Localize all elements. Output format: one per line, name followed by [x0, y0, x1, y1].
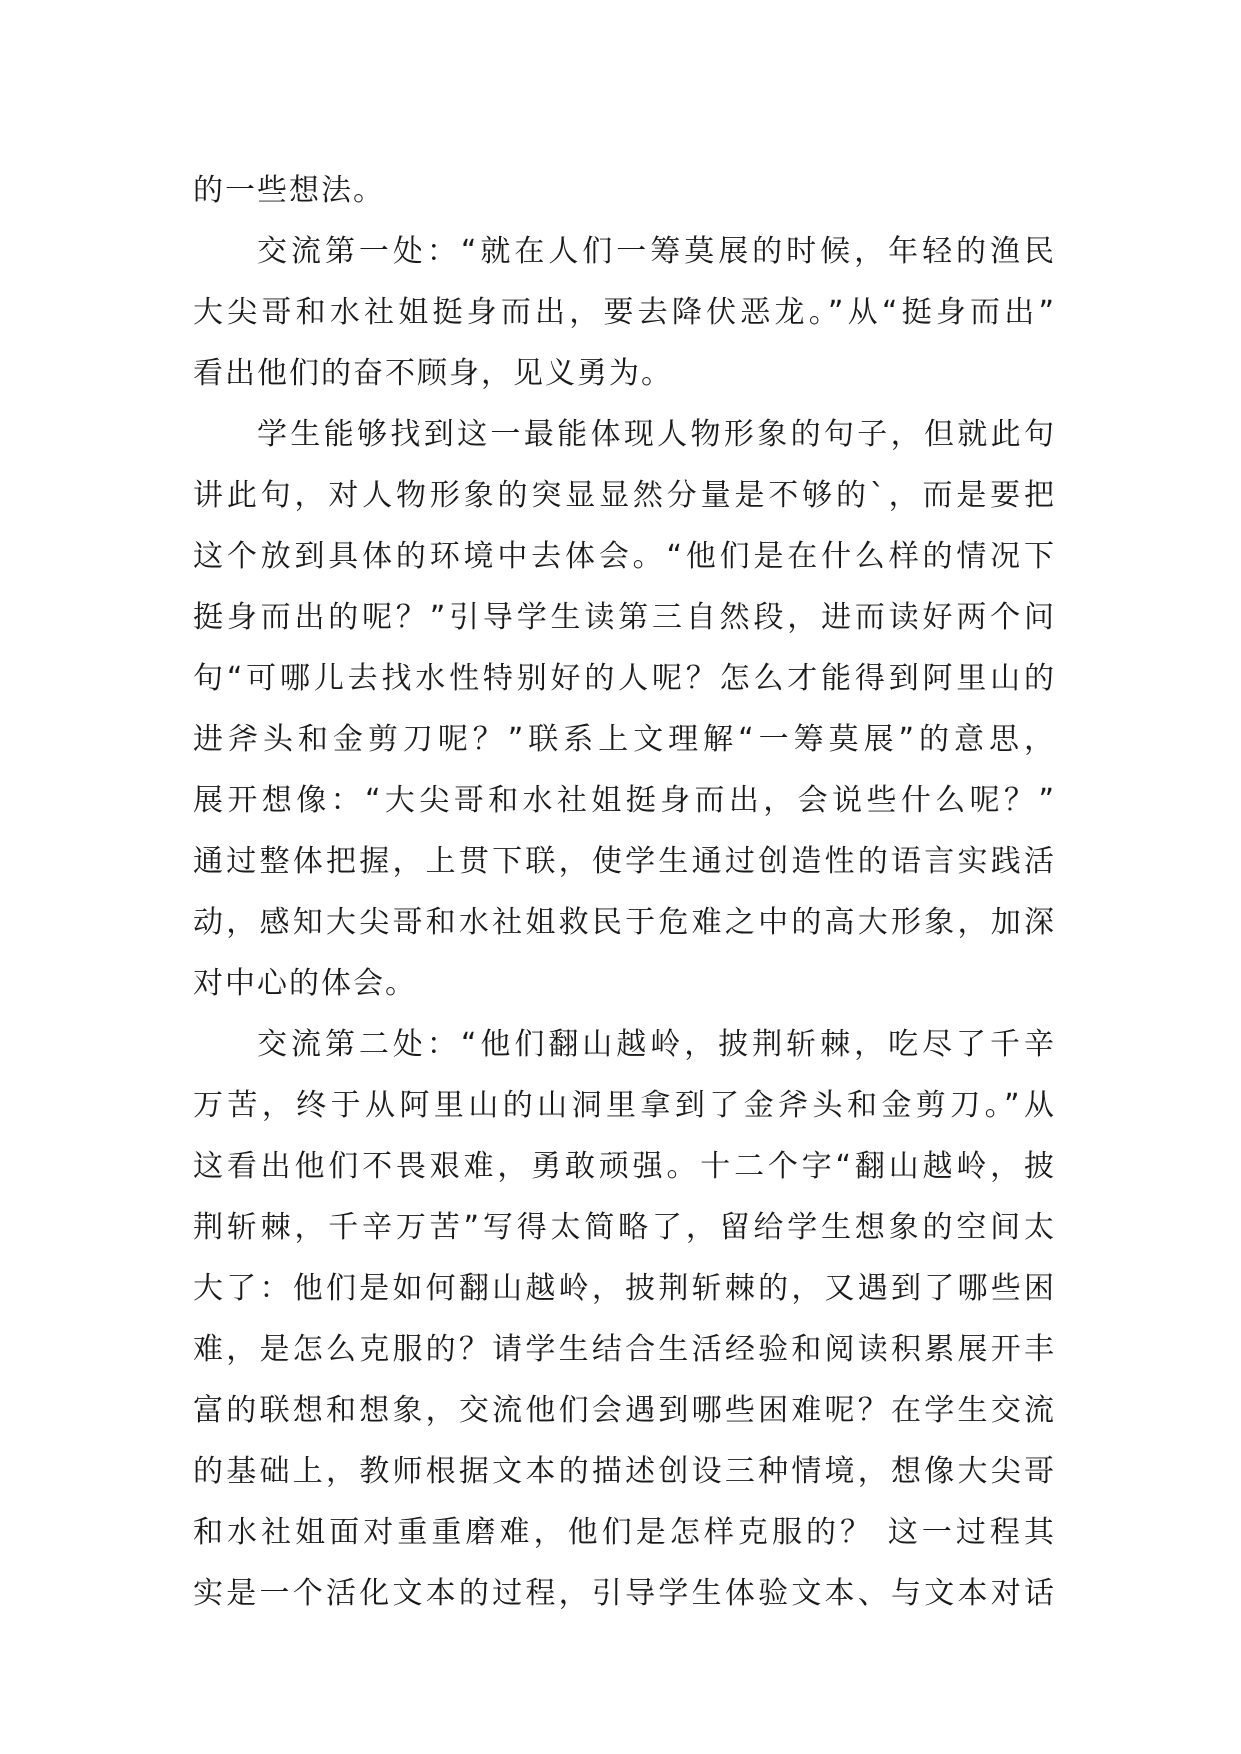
paragraph-first-line: 学生能够找到这一最能体现人物形象的句子，但就此句 [257, 417, 1056, 452]
text-line: 挺身而出的呢？”引导学生读第三自然段，进而读好两个问 [193, 600, 1056, 635]
text-line: 看出他们的奋不顾身，见义勇为。 [193, 356, 673, 391]
paragraph-first-line: 交流第一处：“就在人们一筹莫展的时候，年轻的渔民 [257, 234, 1056, 269]
text-line: 这看出他们不畏艰难，勇敢顽强。十二个字“翻山越岭，披 [193, 1149, 1056, 1184]
document-body [193, 160, 1056, 1624]
text-line: 的基础上，教师根据文本的描述创设三种情境，想像大尖哥 [193, 1454, 1056, 1489]
text-line: 展开想像：“大尖哥和水社姐挺身而出，会说些什么呢？” [193, 783, 1056, 818]
text-line: 难，是怎么克服的？请学生结合生活经验和阅读积累展开丰 [193, 1332, 1056, 1367]
text-line: 对中心的体会。 [193, 966, 417, 1001]
text-line: 的一些想法。 [193, 173, 385, 208]
text-line: 荆斩棘，千辛万苦”写得太简略了，留给学生想象的空间太 [193, 1210, 1056, 1245]
text-line: 和水社姐面对重重磨难，他们是怎样克服的？ 这一过程其 [193, 1515, 1056, 1550]
paragraph-first-line: 交流第二处：“他们翻山越岭，披荆斩棘，吃尽了千辛 [257, 1027, 1056, 1062]
text-line: 实是一个活化文本的过程，引导学生体验文本、与文本对话 [193, 1576, 1056, 1611]
text-line: 讲此句，对人物形象的突显显然分量是不够的`，而是要把 [193, 478, 1056, 513]
text-line: 进斧头和金剪刀呢？”联系上文理解“一筹莫展”的意思， [193, 722, 1056, 757]
text-line: 句“可哪儿去找水性特别好的人呢？怎么才能得到阿里山的 [193, 661, 1056, 696]
text-line: 这个放到具体的环境中去体会。“他们是在什么样的情况下 [193, 539, 1056, 574]
text-line: 通过整体把握，上贯下联，使学生通过创造性的语言实践活 [193, 844, 1056, 879]
text-line: 大尖哥和水社姐挺身而出，要去降伏恶龙。”从“挺身而出” [193, 295, 1056, 330]
text-line: 富的联想和想象，交流他们会遇到哪些困难呢？在学生交流 [193, 1393, 1056, 1428]
text-line: 动，感知大尖哥和水社姐救民于危难之中的高大形象，加深 [193, 905, 1056, 940]
text-line: 万苦，终于从阿里山的山洞里拿到了金斧头和金剪刀。”从 [193, 1088, 1056, 1123]
text-line: 大了：他们是如何翻山越岭，披荆斩棘的，又遇到了哪些困 [193, 1271, 1056, 1306]
